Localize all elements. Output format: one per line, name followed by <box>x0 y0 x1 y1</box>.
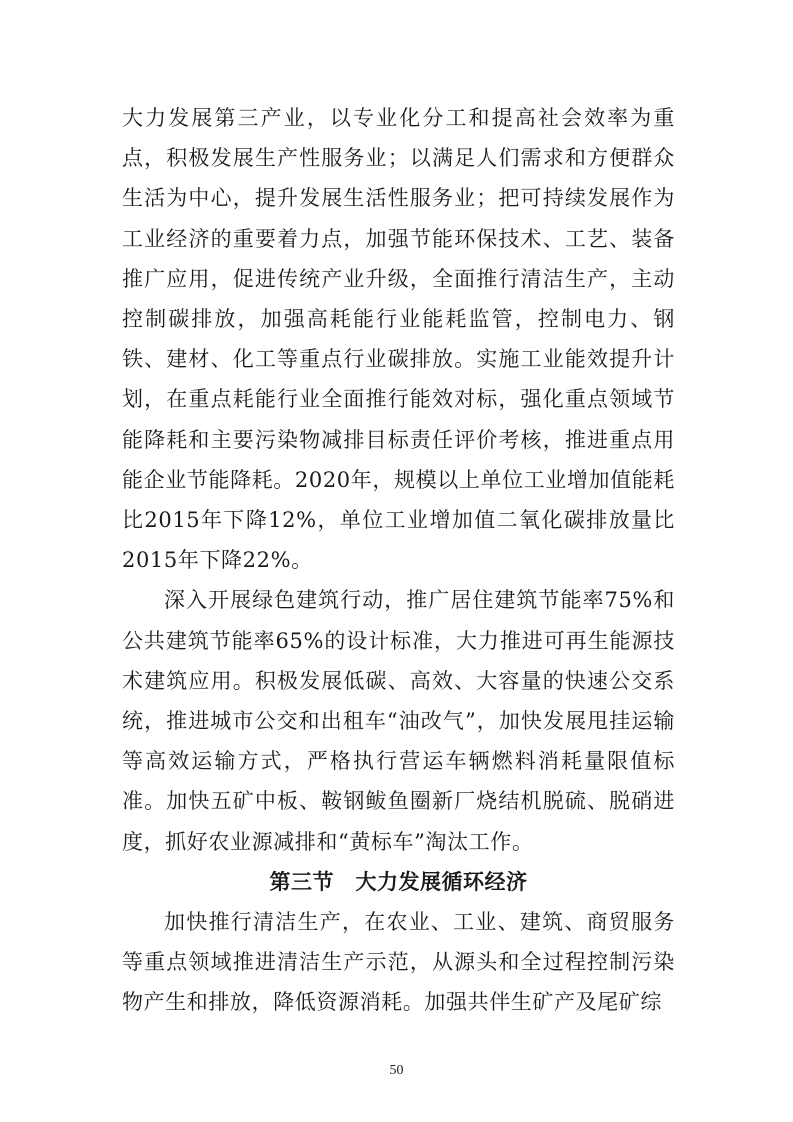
paragraph-tertiary-industry: 大力发展第三产业，以专业化分工和提高社会效率为重点，积极发展生产性服务业；以满足人们需求和方便群众生活为中心，提升发展生活性服务业；把可持续发展作为工业经济的重要着力点，加强节能环保技术、工艺、装备推广应用，促进传统产业升级，全面推行清洁生产，主动控制碳排放，加强高耗能行业能耗监管，控制电力、钢铁、建材、化工等重点行业碳排放。实施工业能效提升计划，在重点耗能行业全面推行能效对标，强化重点领域节能降耗和主要污染物减排目标责任评价考核，推进重点用能企业节能降耗。2020年，规模以上单位工业增加值能耗比2015年下降12%，单位工业增加值二氧化碳排放量比2015年下降22%。 <box>122 106 675 573</box>
paragraph-green-building: 深入开展绿色建筑行动，推广居住建筑节能率75%和公共建筑节能率65%的设计标准，大力推进可再生能源技术建筑应用。积极发展低碳、高效、大容量的快速公交系统，推进城市公交和出租车“油改气”，加快发展甩挂运输等高效运输方式，严格执行营运车辆燃料消耗量限值标准。加快五矿中板、鞍钢鲅鱼圈新厂烧结机脱硫、脱硝进度，抓好农业源减排和“黄标车”淘汰工作。 <box>122 588 675 854</box>
page-number: 50 <box>389 1063 404 1078</box>
body-text <box>122 98 675 1023</box>
paragraph-circular-economy: 加快推行清洁生产，在农业、工业、建筑、商贸服务等重点领域推进清洁生产示范，从源头和全过程控制污染物产生和排放，降低资源消耗。加强共伴生矿产及尾矿综 <box>122 910 675 1015</box>
section-title: 第三节 大力发展循环经济 <box>269 869 528 894</box>
